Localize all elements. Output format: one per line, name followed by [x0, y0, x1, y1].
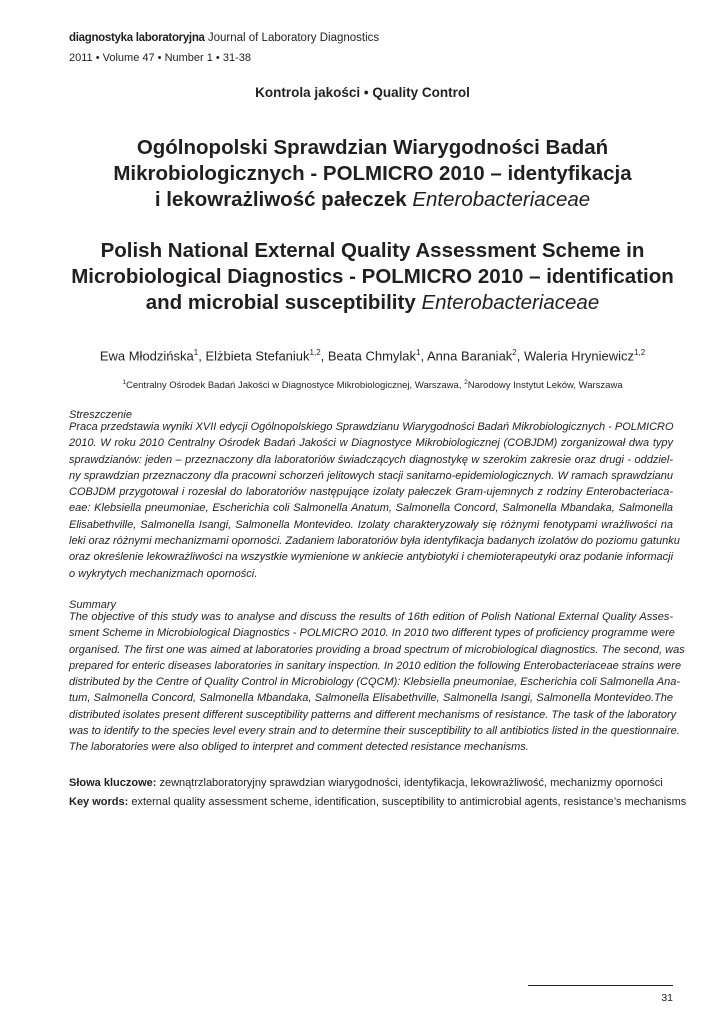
section-heading: Kontrola jakości • Quality Control	[255, 85, 470, 100]
title-polish-line-3-plain: i lekowrażliwość pałeczek	[154, 188, 413, 211]
author-separator: ,	[198, 348, 206, 364]
abstract-line: The laboratories were also obliged to interpret and comment detected resistance mechanisms.	[69, 741, 529, 754]
author-name: Beata Chmylak	[327, 348, 417, 364]
abstract-line: 2010. W roku 2010 Centralny Ośrodek Badań Jakości w Diagnostyce Mikrobiologicznej (COBJDM) zorganizował dwa typy	[69, 437, 673, 450]
title-polish-line-2: Mikrobiologicznych - POLMICRO 2010 – identyfikacja	[113, 162, 632, 185]
author-name: Anna Baraniak	[427, 348, 513, 364]
keywords-polish-text: zewnątrzlaboratoryjny sprawdzian wiarygodności, identyfikacja, lekowrażliwość, mechanizmy oporności	[156, 777, 663, 789]
author-affiliation-sup: 1,2	[309, 348, 321, 357]
author-affiliation-sup: 1	[416, 348, 421, 357]
abstract-line: oraz określenie lekowrażliwości na wszystkie wymienione w ankiecie antybiotyki i chemioterapeutyki oraz podanie informacji	[69, 551, 674, 564]
page-number: 31	[661, 992, 673, 1004]
author-name: Waleria Hryniewicz	[523, 348, 635, 364]
streszczenie-text	[69, 419, 680, 582]
author-separator: ,	[420, 348, 428, 364]
author-affiliation-sup: 1	[193, 348, 199, 357]
affiliation-sup-1: 1	[122, 379, 126, 386]
title-english-line-2: Microbiological Diagnostics - POLMICRO 2010 – identification	[71, 265, 674, 288]
footer-rule	[528, 985, 673, 986]
abstract-line: distributed isolates present different susceptibility patterns and different mechanisms of resistance. The task of the laboratory	[69, 708, 677, 721]
keywords-english-label: Key words:	[69, 796, 129, 808]
title-english-line-3-plain: and microbial susceptibility	[145, 291, 422, 314]
title-english-line-3-italic: Enterobacteriaceae	[421, 291, 600, 314]
affiliation-sup-2: 2	[464, 379, 468, 386]
abstract-line: distributed by the Centre of Quality Control in Microbiology (CQCM): Klebsiella pneumoniae, Escherichia coli Salmonella Ana-	[69, 676, 680, 689]
keywords-english-text: external quality assessment scheme, identification, susceptibility to antimicrobial agents, resistance’s mechanisms	[128, 796, 687, 808]
author-name: Elżbieta Stefaniuk	[205, 348, 310, 364]
title-english-line-3	[60, 290, 685, 316]
abstract-line: sment Scheme in Microbiological Diagnostics - POLMICRO 2010. In 2010 two different types of proficiency programme were	[69, 627, 675, 640]
affiliation-2: Narodowy Instytut Leków, Warszawa	[467, 380, 623, 392]
abstract-line: prepared for enteric diseases laboratories in sanitary inspection. In 2010 edition the following Enterobacteriaceae strains were	[69, 659, 682, 672]
author-list	[0, 344, 725, 364]
journal-brand: diagnostyka laboratoryjna	[69, 32, 205, 44]
summary-text	[69, 609, 685, 756]
abstract-line: Elisabethville, Salmonella Isangi, Salmonella Montevideo. Izolaty charakteryzowały się różnymi fenotypami wrażliwości na	[69, 518, 673, 531]
abstract-line: leki oraz różnymi mechanizmami oporności. Zadaniem laboratoriów była identyfikacja badanych izolatów do poziomu gatunku	[69, 535, 680, 548]
abstract-line: The objective of this study was to analyse and discuss the results of 16th edition of Polish National External Quality Asses-	[69, 611, 673, 623]
keywords-polish-label: Słowa kluczowe:	[69, 777, 157, 789]
abstract-line: eae: Klebsiella pneumoniae, Escherichia coli Salmonella Anatum, Salmonella Concord, Salmonella Mbandaka, Salmonella	[69, 502, 673, 515]
affiliations	[0, 376, 725, 392]
summary-heading: Summary	[69, 599, 117, 611]
keywords-polish	[69, 776, 663, 790]
abstract-line: o wykrytych mechanizmach oporności.	[69, 567, 258, 580]
streszczenie-heading: Streszczenie	[69, 409, 132, 421]
abstract-line: sprawdzianów: jeden – przeznaczony dla laboratoriów świadczących diagnostykę w szerokim zakresie oraz drugi - oddziel-	[69, 453, 673, 466]
keywords-english	[69, 795, 686, 809]
journal-header	[69, 31, 379, 45]
author-name: Ewa Młodzińska	[99, 348, 194, 364]
abstract-line: Praca przedstawia wyniki XVII edycji Ogólnopolskiego Sprawdzianu Wiarygodności Badań Mikrobiologicznych - POLMICRO	[69, 421, 674, 433]
abstract-line: organised. The first one was aimed at laboratories providing a broad spectrum of microbiological diagnostics. The second, was	[69, 643, 685, 656]
title-polish-line-1: Ogólnopolski Sprawdzian Wiarygodności Badań	[136, 136, 609, 159]
issue-info: 2011 • Volume 47 • Number 1 • 31-38	[69, 52, 251, 64]
title-polish-line-3	[60, 187, 685, 213]
abstract-line: was to identify to the species level every strain and to determine their susceptibility to all antibiotics listed in the questionnaire.	[69, 725, 680, 738]
journal-name: Journal of Laboratory Diagnostics	[207, 32, 380, 44]
title-english-line-1: Polish National External Quality Assessment Scheme in	[100, 239, 645, 262]
author-affiliation-sup: 1,2	[634, 348, 646, 357]
abstract-line: COBJDM przygotował i rozesłał do laboratoriów następujące izolaty pałeczek Gram-ujemnych z rodziny Enterobacteriaca-	[69, 486, 673, 499]
abstract-line: tum, Salmonella Concord, Salmonella Mbandaka, Salmonella Elisabethville, Salmonella Isangi, Salmonella Montevideo.The	[69, 692, 673, 705]
title-polish	[60, 135, 685, 213]
abstract-line: ny sprawdzian przeznaczony dla pracowni schorzeń jelitowych stacji sanitarno-epidemiologicznych. W ramach sprawdzianu	[69, 469, 673, 482]
affiliation-1: Centralny Ośrodek Badań Jakości w Diagnostyce Mikrobiologicznej, Warszawa,	[126, 380, 465, 392]
author-separator: ,	[320, 348, 328, 364]
title-polish-line-3-italic: Enterobacteriaceae	[412, 188, 591, 211]
author-separator: ,	[516, 348, 524, 364]
title-english	[60, 238, 685, 316]
author-affiliation-sup: 2	[512, 348, 517, 357]
